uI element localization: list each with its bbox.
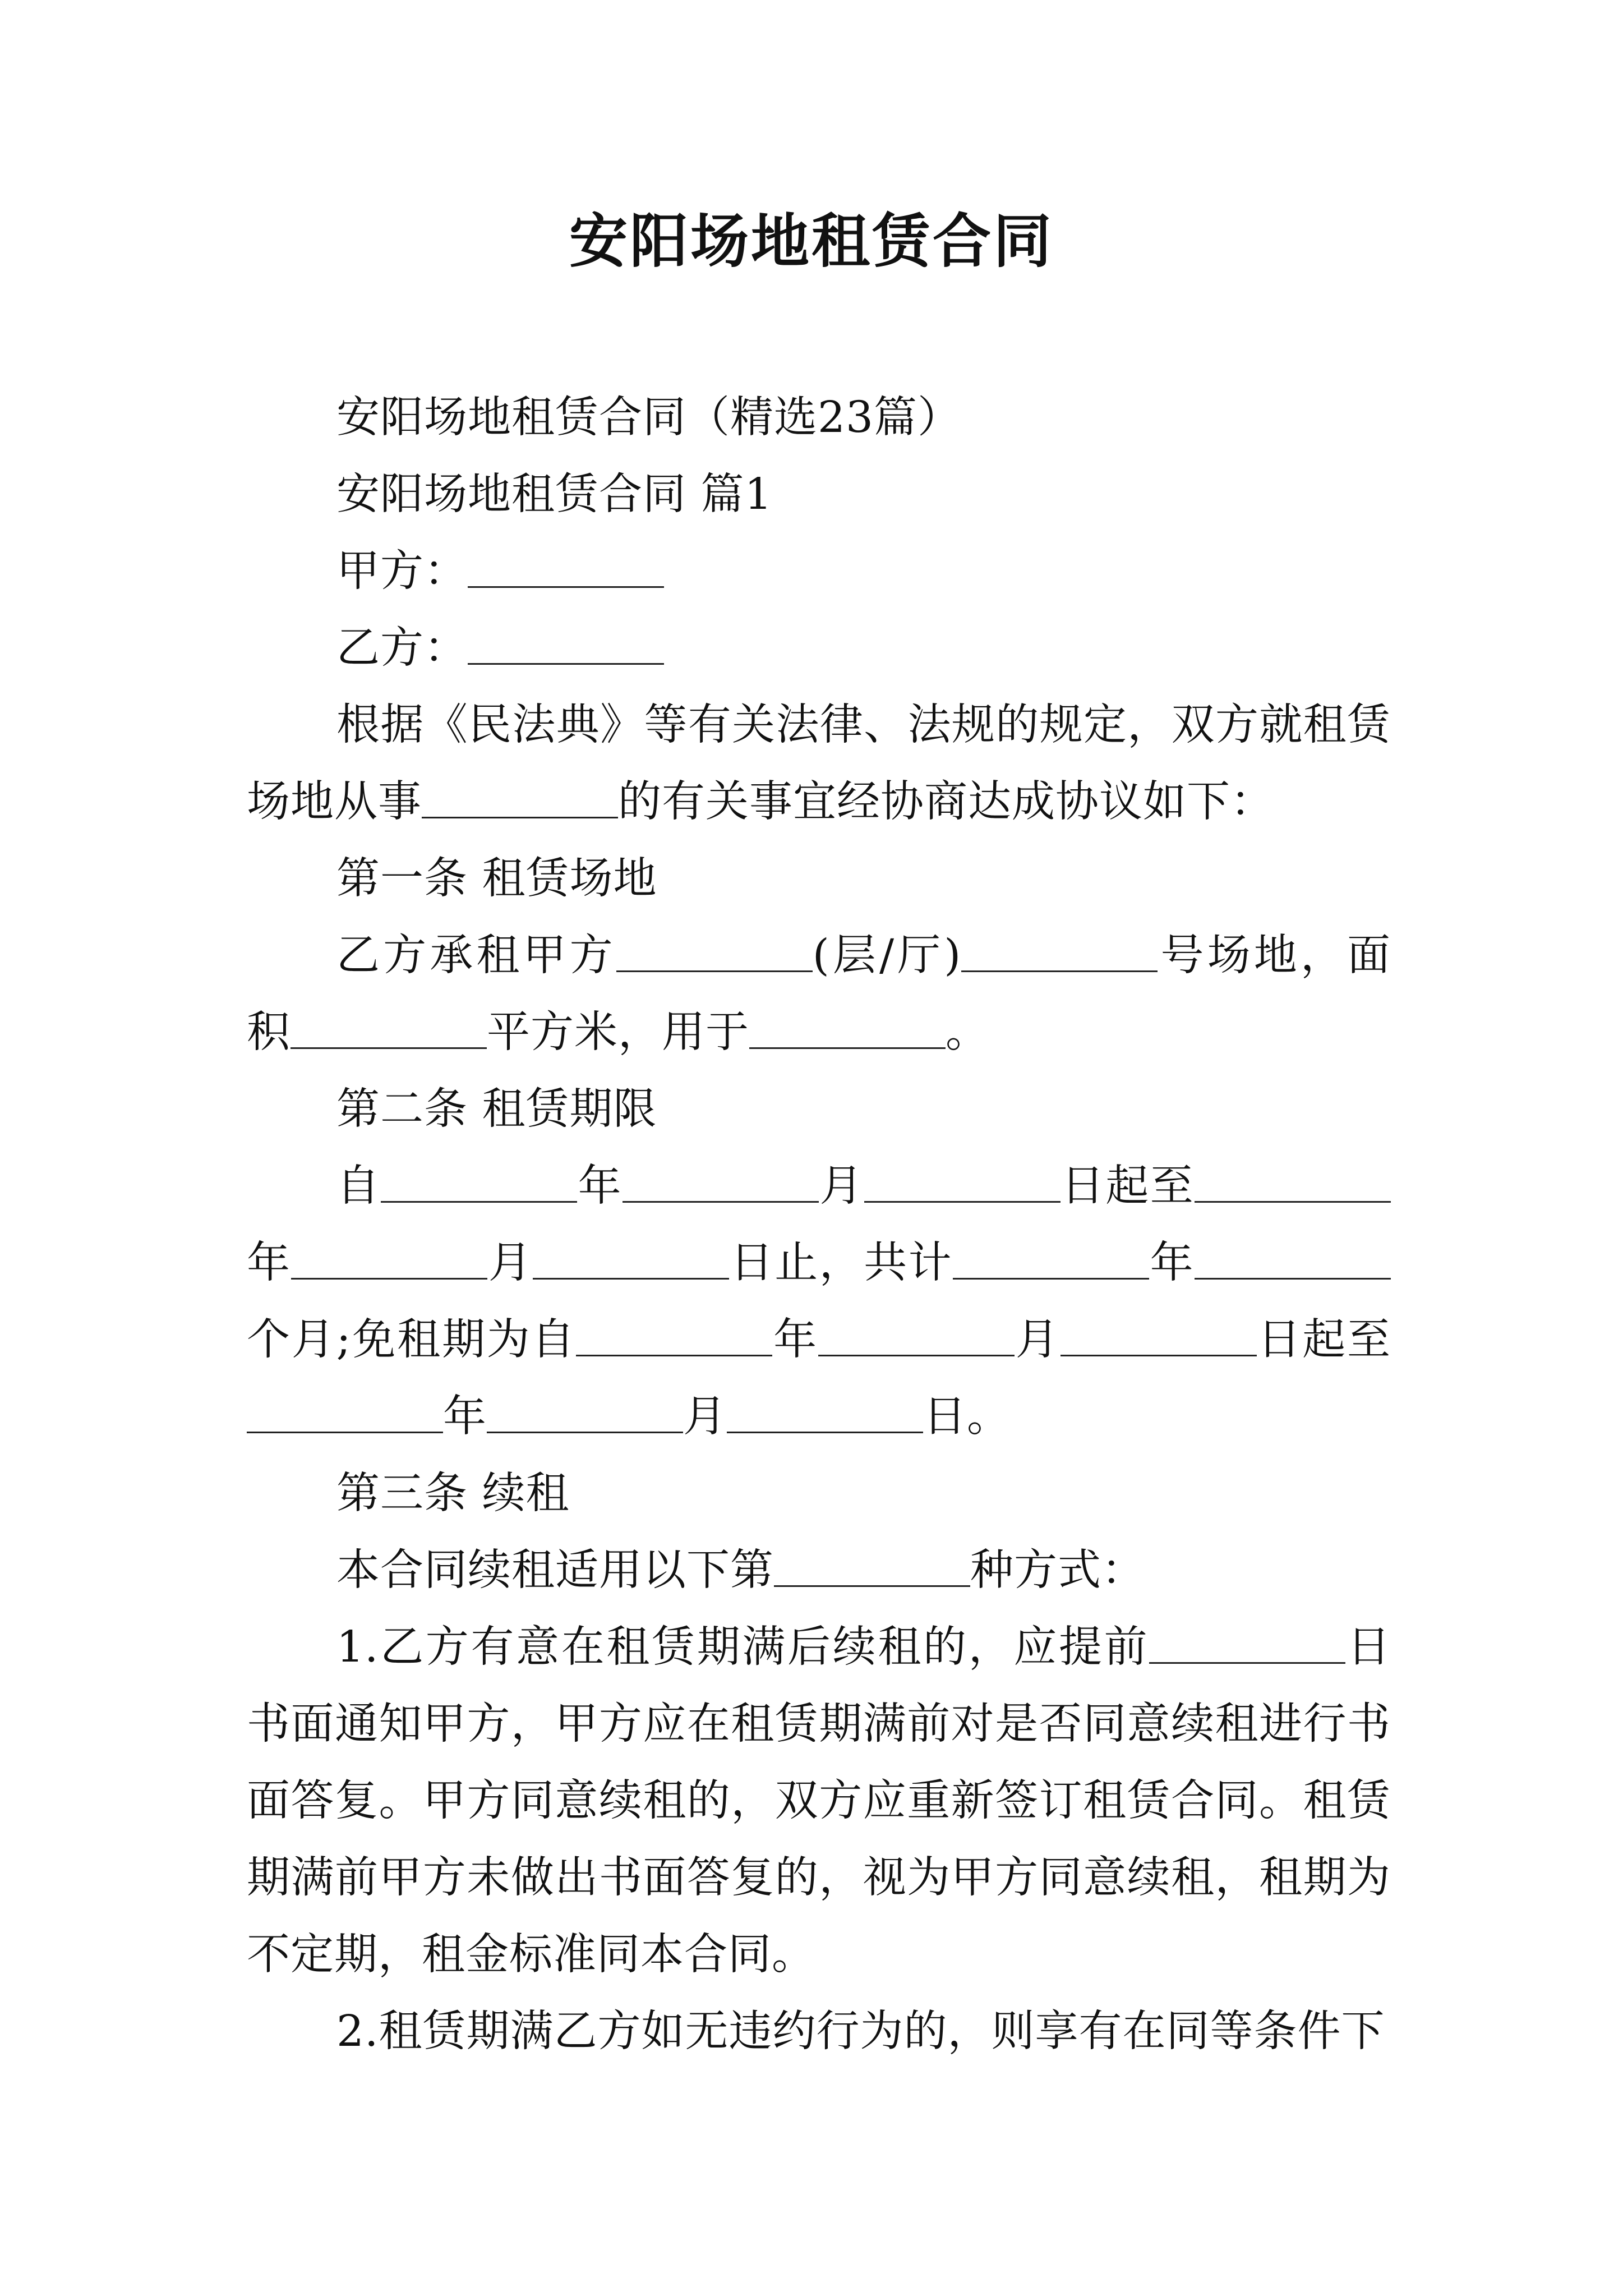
text-segment: 号场地，面积 <box>247 931 1391 1057</box>
fill-in-blank <box>864 1162 1061 1203</box>
fill-in-blank <box>749 1008 946 1049</box>
fill-in-blank <box>616 931 813 972</box>
text-segment: 乙方： <box>336 623 468 673</box>
text-segment: 根据《民法典》等有关法律、法规的规定，双方就租赁场地从事 <box>247 700 1391 827</box>
text-segment: 年 <box>443 1392 487 1442</box>
paragraph: 第三条 续租 <box>336 1469 570 1519</box>
text-segment: 1.乙方有意在租赁期满后续租的，应提前 <box>336 1622 1150 1672</box>
paragraph <box>247 533 1391 610</box>
fill-in-blank <box>961 931 1158 972</box>
text-segment: (层/厅) <box>812 931 962 981</box>
paragraph <box>247 1532 1391 1609</box>
text-segment: 月 <box>1014 1315 1061 1365</box>
paragraph <box>247 1609 1391 1993</box>
paragraph: 安阳场地租赁合同（精选23篇） <box>336 393 961 443</box>
paragraph: 第二条 租赁期限 <box>336 1084 657 1134</box>
fill-in-blank <box>468 547 664 588</box>
text-segment: 年 <box>772 1315 818 1365</box>
fill-in-blank <box>291 1008 487 1049</box>
text-segment: 日起至 <box>1060 1161 1195 1211</box>
fill-in-blank <box>576 1315 772 1356</box>
fill-in-blank <box>291 1239 487 1280</box>
fill-in-blank <box>247 1392 443 1433</box>
fill-in-blank <box>623 1162 819 1203</box>
text-segment: 。 <box>946 1007 989 1057</box>
paragraph <box>247 1148 1391 1455</box>
text-segment: 月 <box>487 1238 533 1288</box>
paragraph: 2.租赁期满乙方如无违约行为的，则享有在同等条件下 <box>336 2007 1385 2056</box>
paragraph <box>247 917 1391 1071</box>
fill-in-blank <box>953 1239 1149 1280</box>
fill-in-blank <box>422 777 618 818</box>
fill-in-blank <box>1195 1162 1391 1203</box>
text-segment: 月 <box>683 1392 727 1442</box>
text-segment: 日书面通知甲方，甲方应在租赁期满前对是否同意续租进行书面答复。甲方同意续租的，双方应重新签订租赁合同。租赁期满前甲方未做出书面答复的，视为甲方同意续租，租期为不定期，租金标准同本合同。 <box>247 1622 1391 1980</box>
text-segment: 年 <box>1149 1238 1195 1288</box>
text-segment: 甲方： <box>336 546 468 596</box>
document-title: 安阳场地租赁合同 <box>569 206 1054 275</box>
text-segment: 的有关事宜经协商达成协议如下： <box>618 777 1274 827</box>
fill-in-blank <box>1195 1239 1391 1280</box>
fill-in-blank <box>468 624 664 665</box>
paragraph: 第一条 租赁场地 <box>336 854 657 904</box>
fill-in-blank <box>533 1239 729 1280</box>
paragraph <box>247 610 1391 687</box>
paragraph <box>247 687 1391 840</box>
fill-in-blank <box>818 1315 1015 1356</box>
fill-in-blank <box>727 1392 923 1433</box>
text-segment: 日。 <box>923 1392 1011 1442</box>
text-segment: 月 <box>819 1161 864 1211</box>
text-segment: 本合同续租适用以下第 <box>336 1545 774 1595</box>
text-segment: 种方式： <box>970 1545 1145 1595</box>
text-segment: 年 <box>577 1161 623 1211</box>
fill-in-blank <box>381 1162 577 1203</box>
document-body <box>247 379 1391 2070</box>
fill-in-blank <box>774 1546 970 1587</box>
text-segment: 年 <box>247 1238 292 1288</box>
text-segment: 个月;免租期为自 <box>247 1315 577 1365</box>
fill-in-blank <box>487 1392 683 1433</box>
text-segment: 日止，共计 <box>729 1238 953 1288</box>
paragraph: 安阳场地租赁合同 篇1 <box>336 470 773 519</box>
text-segment: 平方米，用于 <box>487 1007 749 1057</box>
fill-in-blank <box>1149 1623 1345 1664</box>
text-segment: 日起至 <box>1256 1315 1391 1365</box>
text-segment: 乙方承租甲方 <box>336 931 616 981</box>
text-segment: 自 <box>336 1161 381 1211</box>
fill-in-blank <box>1061 1315 1257 1356</box>
